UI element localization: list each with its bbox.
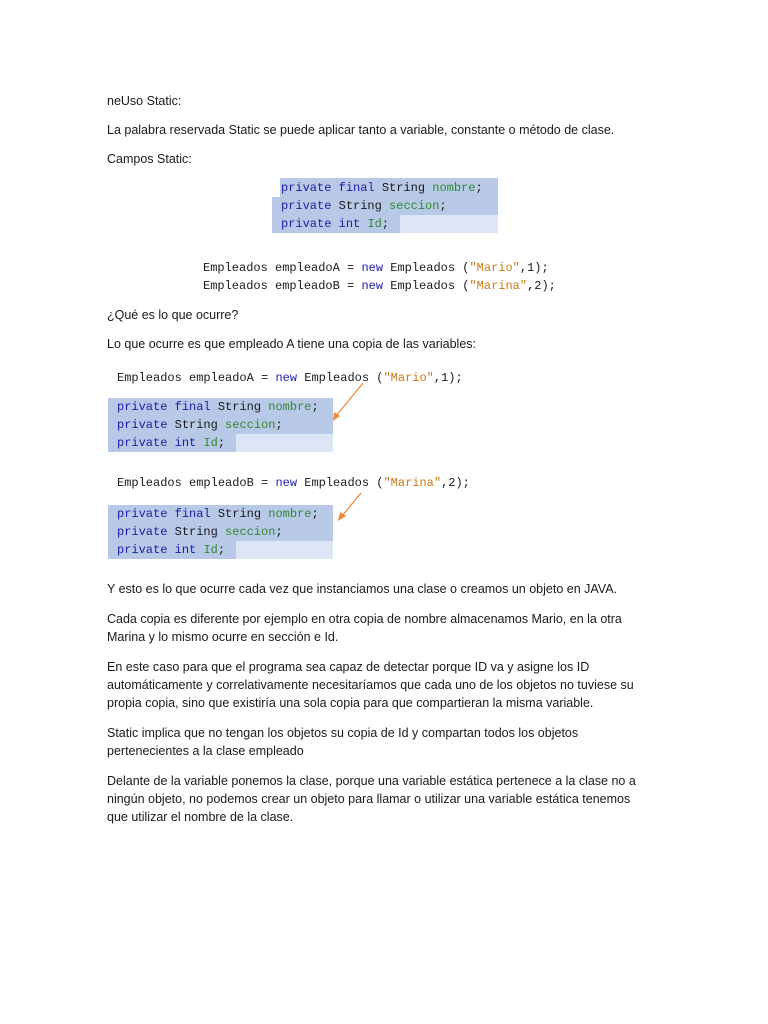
code-highlight [236,541,333,559]
code-line-id-a: private int Id; [117,436,226,450]
code-line-nombre-b: private final String nombre; [117,507,319,521]
code-line-empleadoB-copy: Empleados empleadoB = new Empleados ("Marina",2); [117,476,470,490]
code-line-nombre: private final String nombre; [281,181,483,195]
code-line-nombre-a: private final String nombre; [117,400,319,414]
question-paragraph: ¿Qué es lo que ocurre? [107,308,239,322]
intro-paragraph: La palabra reservada Static se puede aplicar tanto a variable, constante o método de clase. [107,123,615,137]
arrow-icon [333,490,368,525]
body-paragraph: Delante de la variable ponemos la clase, porque una variable estática pertenece a la clase no a ningún objeto, no podemos crear un objeto para llamar o utilizar una variable estática tenemos que utilizar el nombre de la clase. [107,774,636,824]
body-paragraph: Static implica que no tengan los objetos su copia de Id y compartan todos los objetos pertenecientes a la clase empleado [107,726,579,758]
body-paragraph: En este caso para que el programa sea capaz de detectar porque ID va y asigne los ID automáticamente y correlativamente necesitaríamos que cada uno de los objetos no tuviese su propia copia, sino que existiría una sola copia para que compartieran la misma variable. [107,660,634,710]
arrow-icon [325,380,370,425]
code-line-id: private int Id; [281,217,390,231]
code-line-empleadoA-copy: Empleados empleadoA = new Empleados ("Mario",1); [117,371,463,385]
code-line-seccion-b: private String seccion; [117,525,283,539]
code-line-seccion-a: private String seccion; [117,418,283,432]
code-line-seccion: private String seccion; [281,199,447,213]
code-line-id-b: private int Id; [117,543,226,557]
code-highlight [400,215,498,233]
code-line-empleadoB: Empleados empleadoB = new Empleados ("Marina",2); [203,279,556,293]
page-title: neUso Static: [107,94,182,108]
body-paragraph: Y esto es lo que ocurre cada vez que instanciamos una clase o creamos un objeto en JAVA. [107,582,618,596]
answer-paragraph: Lo que ocurre es que empleado A tiene una copia de las variables: [107,337,477,351]
code-highlight [236,434,333,452]
campos-heading: Campos Static: [107,152,192,166]
body-paragraph: Cada copia es diferente por ejemplo en otra copia de nombre almacenamos Mario, en la otra Marina y lo mismo ocurre en sección e Id. [107,612,622,644]
code-line-empleadoA: Empleados empleadoA = new Empleados ("Mario",1); [203,261,549,275]
